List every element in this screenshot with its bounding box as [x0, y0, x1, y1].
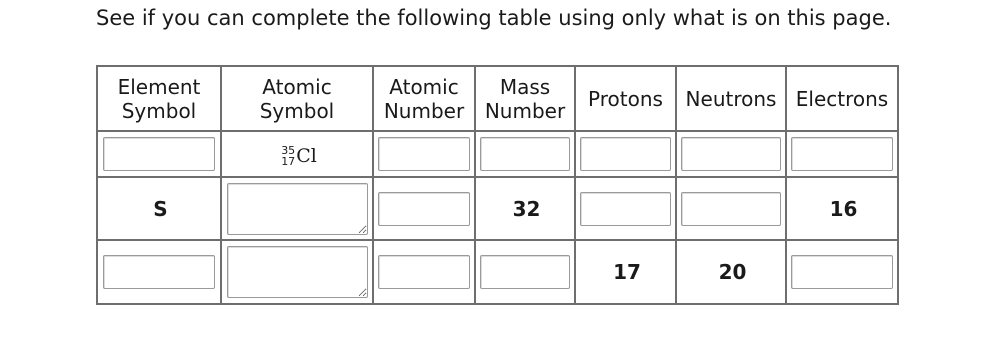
cell-neutrons [676, 240, 786, 304]
header-mass-number-line2: Number [484, 98, 566, 123]
header-element-symbol-line1: Element [117, 74, 201, 99]
cell-neutrons [676, 131, 786, 177]
neutrons-input[interactable] [681, 192, 780, 226]
cell-atomic-number [373, 240, 475, 304]
electrons-input[interactable] [791, 255, 892, 289]
header-atomic-symbol-line2: Symbol [259, 98, 335, 123]
nuclide-mass-number: 35 [281, 143, 296, 157]
cell-atomic-number [373, 177, 475, 240]
header-atomic-number [373, 66, 475, 131]
cell-electrons [786, 240, 898, 304]
table-row [97, 131, 898, 177]
table-row [97, 177, 898, 240]
neutrons-value: 20 [718, 260, 747, 284]
nuclide-numbers [281, 145, 295, 167]
header-row [97, 66, 898, 131]
cell-protons [575, 240, 676, 304]
header-mass-number-line1: Mass [499, 74, 551, 99]
cell-protons [575, 131, 676, 177]
cell-protons [575, 177, 676, 240]
header-atomic-number-line2: Number [383, 98, 465, 123]
cell-mass-number [475, 240, 575, 304]
cell-electrons [786, 131, 898, 177]
cell-mass-number [475, 131, 575, 177]
header-atomic-symbol-line1: Atomic [262, 74, 332, 99]
atomic-number-input[interactable] [378, 192, 470, 226]
cell-neutrons [676, 177, 786, 240]
cell-atomic-symbol [221, 240, 373, 304]
header-element-symbol [97, 66, 221, 131]
element-symbol-value: S [153, 196, 168, 221]
atomic-number-input[interactable] [378, 255, 470, 289]
header-atomic-number-line1: Atomic [389, 74, 459, 99]
atomic-number-input[interactable] [378, 137, 470, 171]
mass-number-value: 32 [512, 196, 541, 221]
header-neutrons: Neutrons [676, 66, 786, 131]
header-electrons: Electrons [786, 66, 898, 131]
cell-element-symbol [97, 240, 221, 304]
protons-value: 17 [613, 260, 641, 284]
cell-element-symbol [97, 131, 221, 177]
electrons-input[interactable] [791, 137, 892, 171]
protons-input[interactable] [580, 192, 671, 226]
isotope-table [96, 65, 899, 305]
cell-atomic-symbol [221, 177, 373, 240]
atomic-symbol-input[interactable] [227, 246, 368, 298]
cell-atomic-symbol [221, 131, 373, 177]
cell-mass-number [475, 177, 575, 240]
mass-number-input[interactable] [480, 255, 570, 289]
header-mass-number [475, 66, 575, 131]
nuclide-notation [281, 138, 317, 174]
cell-atomic-number [373, 131, 475, 177]
nuclide-symbol: Cl [296, 144, 317, 167]
header-protons: Protons [575, 66, 676, 131]
header-element-symbol-line2: Symbol [121, 98, 197, 123]
cell-element-symbol [97, 177, 221, 240]
mass-number-input[interactable] [480, 137, 570, 171]
table-row [97, 240, 898, 304]
instruction-text: See if you can complete the following table using only what is on this page. [96, 6, 892, 30]
neutrons-input[interactable] [681, 137, 780, 171]
protons-input[interactable] [580, 137, 671, 171]
cell-electrons [786, 177, 898, 240]
electrons-value: 16 [829, 196, 858, 221]
element-symbol-input[interactable] [103, 255, 215, 289]
nuclide-atomic-number: 17 [281, 154, 296, 168]
element-symbol-input[interactable] [103, 137, 215, 171]
header-atomic-symbol [221, 66, 373, 131]
atomic-symbol-input[interactable] [227, 183, 368, 235]
